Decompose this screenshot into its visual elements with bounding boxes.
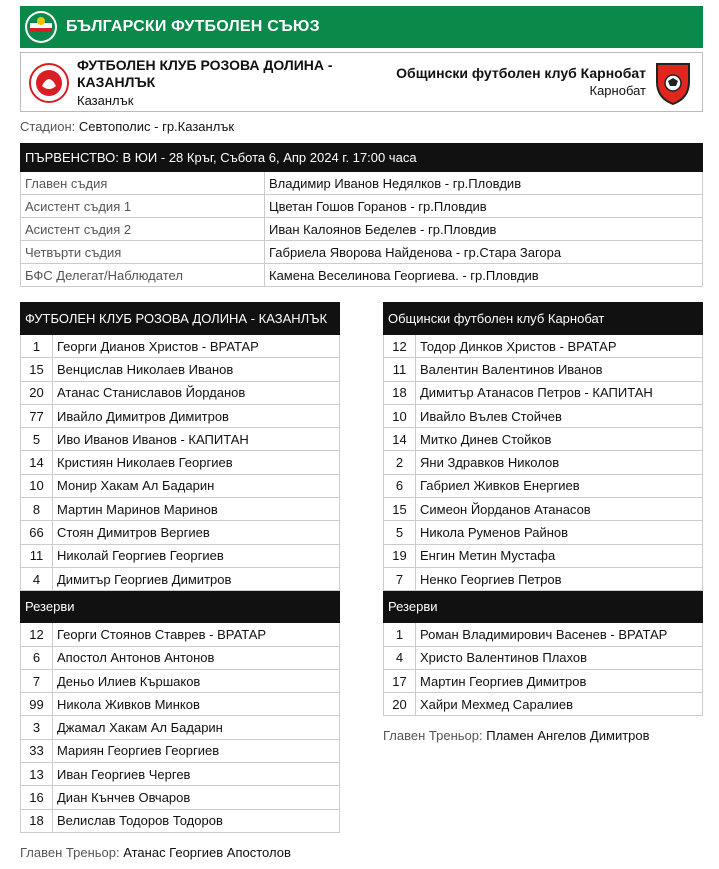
player-number: 20 xyxy=(21,381,53,404)
player-row xyxy=(384,623,703,646)
player-number: 3 xyxy=(21,716,53,739)
stadium-line xyxy=(20,119,234,134)
reserves-title: Резерви xyxy=(384,591,703,623)
official-row xyxy=(21,264,703,287)
home-coach-label: Главен Треньор: xyxy=(20,845,120,860)
player-row xyxy=(21,521,340,544)
player-row xyxy=(21,358,340,381)
player-number: 4 xyxy=(21,567,53,590)
lineup-title-row xyxy=(384,303,703,335)
player-name[interactable]: Никола Руменов Райнов xyxy=(416,521,703,544)
home-team-name[interactable]: ФУТБОЛЕН КЛУБ РОЗОВА ДОЛИНА - КАЗАНЛЪК xyxy=(77,57,333,90)
player-name[interactable]: Мариян Георгиев Георгиев xyxy=(53,739,340,762)
player-row xyxy=(384,451,703,474)
player-number: 19 xyxy=(384,544,416,567)
player-number: 11 xyxy=(21,544,53,567)
player-name[interactable]: Тодор Динков Христов - ВРАТАР xyxy=(416,335,703,358)
player-name[interactable]: Апостол Антонов Антонов xyxy=(53,646,340,669)
player-number: 18 xyxy=(384,381,416,404)
player-name[interactable]: Георги Дианов Христов - ВРАТАР xyxy=(53,335,340,358)
player-number: 5 xyxy=(21,428,53,451)
player-name[interactable]: Мартин Маринов Маринов xyxy=(53,498,340,521)
player-number: 12 xyxy=(384,335,416,358)
player-number: 15 xyxy=(384,498,416,521)
away-coach-name: Пламен Ангелов Димитров xyxy=(486,728,650,743)
official-row xyxy=(21,218,703,241)
player-row xyxy=(384,646,703,669)
player-name[interactable]: Георги Стоянов Ставрев - ВРАТАР xyxy=(53,623,340,646)
player-name[interactable]: Николай Георгиев Георгиев xyxy=(53,544,340,567)
away-lineup-table xyxy=(383,302,703,716)
player-row xyxy=(21,404,340,427)
player-row xyxy=(21,739,340,762)
player-number: 4 xyxy=(384,646,416,669)
player-number: 6 xyxy=(384,474,416,497)
player-number: 14 xyxy=(384,428,416,451)
player-number: 2 xyxy=(384,451,416,474)
lineup-title: Общински футболен клуб Карнобат xyxy=(384,303,703,335)
reserves-title-row xyxy=(384,591,703,623)
away-coach-label: Главен Треньор: xyxy=(383,728,483,743)
player-row xyxy=(21,623,340,646)
home-team-city: Казанлък xyxy=(77,93,134,108)
player-name[interactable]: Христо Валентинов Плахов xyxy=(416,646,703,669)
home-team-logo-icon xyxy=(29,61,69,105)
player-row xyxy=(384,428,703,451)
federation-title: БЪЛГАРСКИ ФУТБОЛЕН СЪЮЗ xyxy=(66,18,320,35)
player-row xyxy=(384,669,703,692)
official-row xyxy=(21,241,703,264)
player-name[interactable]: Габриел Живков Енергиев xyxy=(416,474,703,497)
official-role: Четвърти съдия xyxy=(21,241,265,264)
player-row xyxy=(21,544,340,567)
teams-header xyxy=(20,52,703,112)
player-number: 1 xyxy=(21,335,53,358)
player-number: 18 xyxy=(21,809,53,832)
player-row xyxy=(21,646,340,669)
player-name[interactable]: Симеон Йорданов Атанасов xyxy=(416,498,703,521)
player-name[interactable]: Роман Владимирович Васенев - ВРАТАР xyxy=(416,623,703,646)
player-row xyxy=(384,381,703,404)
player-row xyxy=(21,381,340,404)
lineup-title-row xyxy=(21,303,340,335)
player-name[interactable]: Джамал Хакам Ал Бадарин xyxy=(53,716,340,739)
player-number: 14 xyxy=(21,451,53,474)
player-name[interactable]: Валентин Валентинов Иванов xyxy=(416,358,703,381)
away-coach-line xyxy=(383,728,650,743)
player-number: 11 xyxy=(384,358,416,381)
player-number: 13 xyxy=(21,763,53,786)
player-name[interactable]: Димитър Георгиев Димитров xyxy=(53,567,340,590)
player-name[interactable]: Мартин Георгиев Димитров xyxy=(416,669,703,692)
player-name[interactable]: Иво Иванов Иванов - КАПИТАН xyxy=(53,428,340,451)
player-number: 10 xyxy=(21,474,53,497)
player-row xyxy=(21,335,340,358)
official-row xyxy=(21,172,703,195)
player-name[interactable]: Ивайло Димитров Димитров xyxy=(53,404,340,427)
player-number: 66 xyxy=(21,521,53,544)
away-team-logo-icon xyxy=(654,61,692,105)
player-name[interactable]: Ненко Георгиев Петров xyxy=(416,567,703,590)
player-number: 77 xyxy=(21,404,53,427)
home-coach-line xyxy=(20,845,291,860)
official-name: Габриела Яворова Найденова - гр.Стара Загора xyxy=(265,241,703,264)
player-row xyxy=(21,716,340,739)
reserves-title-row xyxy=(21,591,340,623)
home-coach-name: Атанас Георгиев Апостолов xyxy=(123,845,291,860)
player-row xyxy=(21,451,340,474)
official-role: Асистент съдия 2 xyxy=(21,218,265,241)
player-row xyxy=(21,498,340,521)
player-row xyxy=(384,567,703,590)
player-number: 12 xyxy=(21,623,53,646)
player-row xyxy=(384,693,703,716)
player-number: 16 xyxy=(21,786,53,809)
official-name: Цветан Гошов Горанов - гр.Пловдив xyxy=(265,195,703,218)
player-row xyxy=(21,428,340,451)
stadium-value: Севтополис - гр.Казанлък xyxy=(78,119,235,134)
player-name[interactable]: Ивайло Вълев Стойчев xyxy=(416,404,703,427)
player-row xyxy=(21,567,340,590)
player-row xyxy=(21,809,340,832)
player-name[interactable]: Димитър Атанасов Петров - КАПИТАН xyxy=(416,381,703,404)
player-name[interactable]: Стоян Димитров Вергиев xyxy=(53,521,340,544)
player-row xyxy=(384,474,703,497)
match-info-row xyxy=(21,144,703,172)
player-number: 6 xyxy=(21,646,53,669)
player-row xyxy=(21,669,340,692)
player-name[interactable]: Диан Кънчев Овчаров xyxy=(53,786,340,809)
player-number: 20 xyxy=(384,693,416,716)
player-number: 17 xyxy=(384,669,416,692)
player-row xyxy=(21,693,340,716)
reserves-title: Резерви xyxy=(21,591,340,623)
official-name: Иван Калоянов Беделев - гр.Пловдив xyxy=(265,218,703,241)
official-role: Асистент съдия 1 xyxy=(21,195,265,218)
player-row xyxy=(384,498,703,521)
officials-table xyxy=(20,143,703,287)
player-number: 10 xyxy=(384,404,416,427)
bfs-logo-icon xyxy=(24,10,58,44)
player-row xyxy=(384,521,703,544)
federation-header xyxy=(20,6,703,48)
player-row xyxy=(21,786,340,809)
player-number: 15 xyxy=(21,358,53,381)
player-number: 8 xyxy=(21,498,53,521)
player-row xyxy=(384,404,703,427)
player-number: 1 xyxy=(384,623,416,646)
player-row xyxy=(21,474,340,497)
home-lineup-table xyxy=(20,302,340,833)
player-row xyxy=(21,763,340,786)
match-info: ПЪРВЕНСТВО: В ЮИ - 28 Кръг, Събота 6, Апр 2024 г. 17:00 часа xyxy=(21,144,703,172)
player-name[interactable]: Енгин Метин Мустафа xyxy=(416,544,703,567)
official-name: Камена Веселинова Георгиева. - гр.Пловдив xyxy=(265,264,703,287)
player-name[interactable]: Митко Динев Стойков xyxy=(416,428,703,451)
player-number: 99 xyxy=(21,693,53,716)
player-name[interactable]: Никола Живков Минков xyxy=(53,693,340,716)
player-name[interactable]: Монир Хакам Ал Бадарин xyxy=(53,474,340,497)
player-number: 7 xyxy=(21,669,53,692)
player-row xyxy=(384,544,703,567)
official-name: Владимир Иванов Недялков - гр.Пловдив xyxy=(265,172,703,195)
player-name[interactable]: Хайри Мехмед Саралиев xyxy=(416,693,703,716)
official-row xyxy=(21,195,703,218)
player-name[interactable]: Деньо Илиев Кършаков xyxy=(53,669,340,692)
player-number: 33 xyxy=(21,739,53,762)
player-name[interactable]: Яни Здравков Николов xyxy=(416,451,703,474)
player-name[interactable]: Велислав Тодоров Тодоров xyxy=(53,809,340,832)
lineup-title: ФУТБОЛЕН КЛУБ РОЗОВА ДОЛИНА - КАЗАНЛЪК xyxy=(21,303,340,335)
official-role: Главен съдия xyxy=(21,172,265,195)
official-role: БФС Делегат/Наблюдател xyxy=(21,264,265,287)
away-team-name[interactable]: Общински футболен клуб Карнобат xyxy=(396,65,646,81)
stadium-label: Стадион: xyxy=(20,119,76,134)
player-number: 7 xyxy=(384,567,416,590)
player-row xyxy=(384,358,703,381)
player-name[interactable]: Иван Георгиев Чергев xyxy=(53,763,340,786)
player-name[interactable]: Атанас Станиславов Йорданов xyxy=(53,381,340,404)
player-name[interactable]: Венцислав Николаев Иванов xyxy=(53,358,340,381)
away-team-city: Карнобат xyxy=(589,83,646,98)
player-number: 5 xyxy=(384,521,416,544)
player-row xyxy=(384,335,703,358)
player-name[interactable]: Кристиян Николаев Георгиев xyxy=(53,451,340,474)
